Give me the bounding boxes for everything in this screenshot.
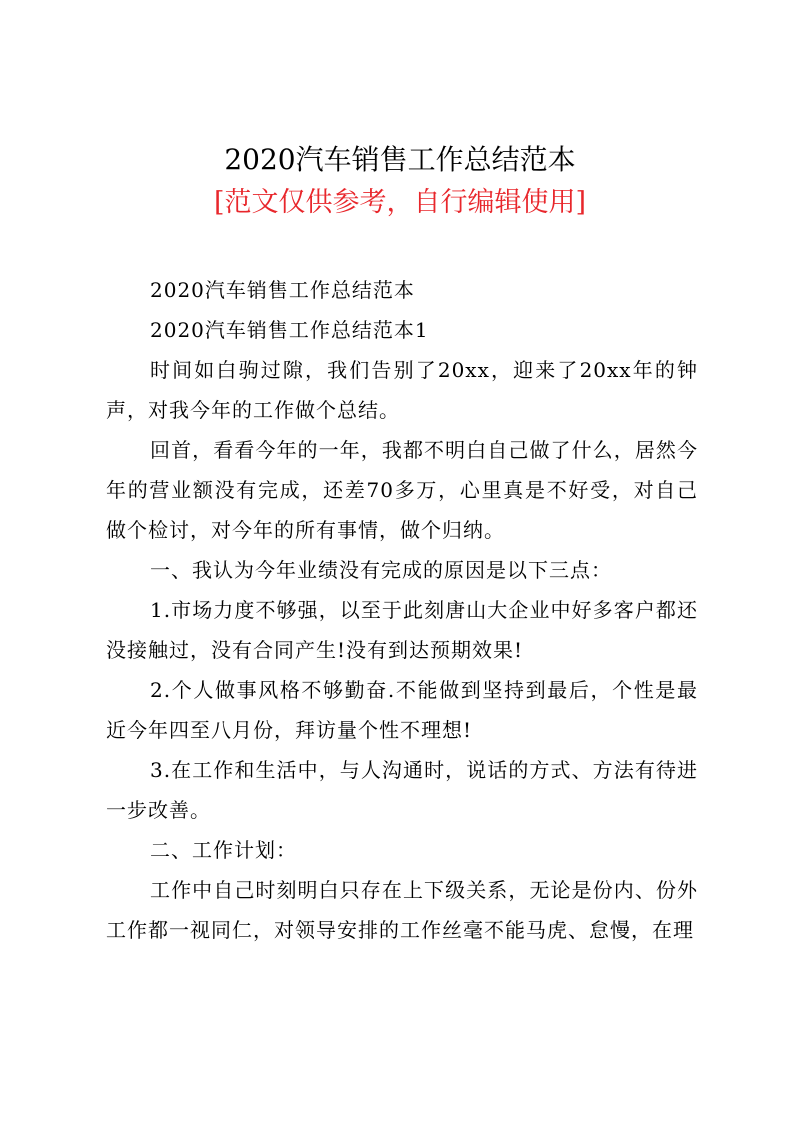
paragraph-reason-2: 2.个人做事风格不够勤奋.不能做到坚持到最后，个性是最近今年四至八月份，拜访量个性不理想!	[106, 678, 698, 742]
paragraph-reason-1: 1.市场力度不够强，以至于此刻唐山大企业中好多客户都还没接触过，没有合同产生!没有到达预期效果!	[106, 598, 698, 662]
paragraph-reasons-heading: 一、我认为今年业绩没有完成的原因是以下三点：	[150, 558, 612, 582]
paragraph-section-heading: 2020汽车销售工作总结范本1	[150, 318, 429, 342]
paragraph-plan-heading: 二、工作计划：	[150, 838, 297, 862]
paragraph-plan-body: 工作中自己时刻明白只存在上下级关系，无论是份内、份外工作都一视同仁，对领导安排的工作丝毫不能马虎、怠慢，在理	[106, 878, 698, 942]
paragraph-review: 回首，看看今年的一年，我都不明白自己做了什么，居然今年的营业额没有完成，还差70多万，心里真是不好受，对自己做个检讨，对今年的所有事情，做个归纳。	[106, 438, 698, 542]
paragraph-reason-3: 3.在工作和生活中，与人沟通时，说话的方式、方法有待进一步改善。	[106, 758, 698, 822]
document-subtitle: [范文仅供参考，自行编辑使用]	[213, 187, 587, 218]
document-title: 2020汽车销售工作总结范本	[224, 143, 576, 176]
paragraph-title-repeat: 2020汽车销售工作总结范本	[150, 278, 415, 302]
paragraph-intro: 时间如白驹过隙，我们告别了20xx，迎来了20xx年的钟声，对我今年的工作做个总结。	[106, 358, 698, 422]
document-body	[106, 270, 698, 950]
